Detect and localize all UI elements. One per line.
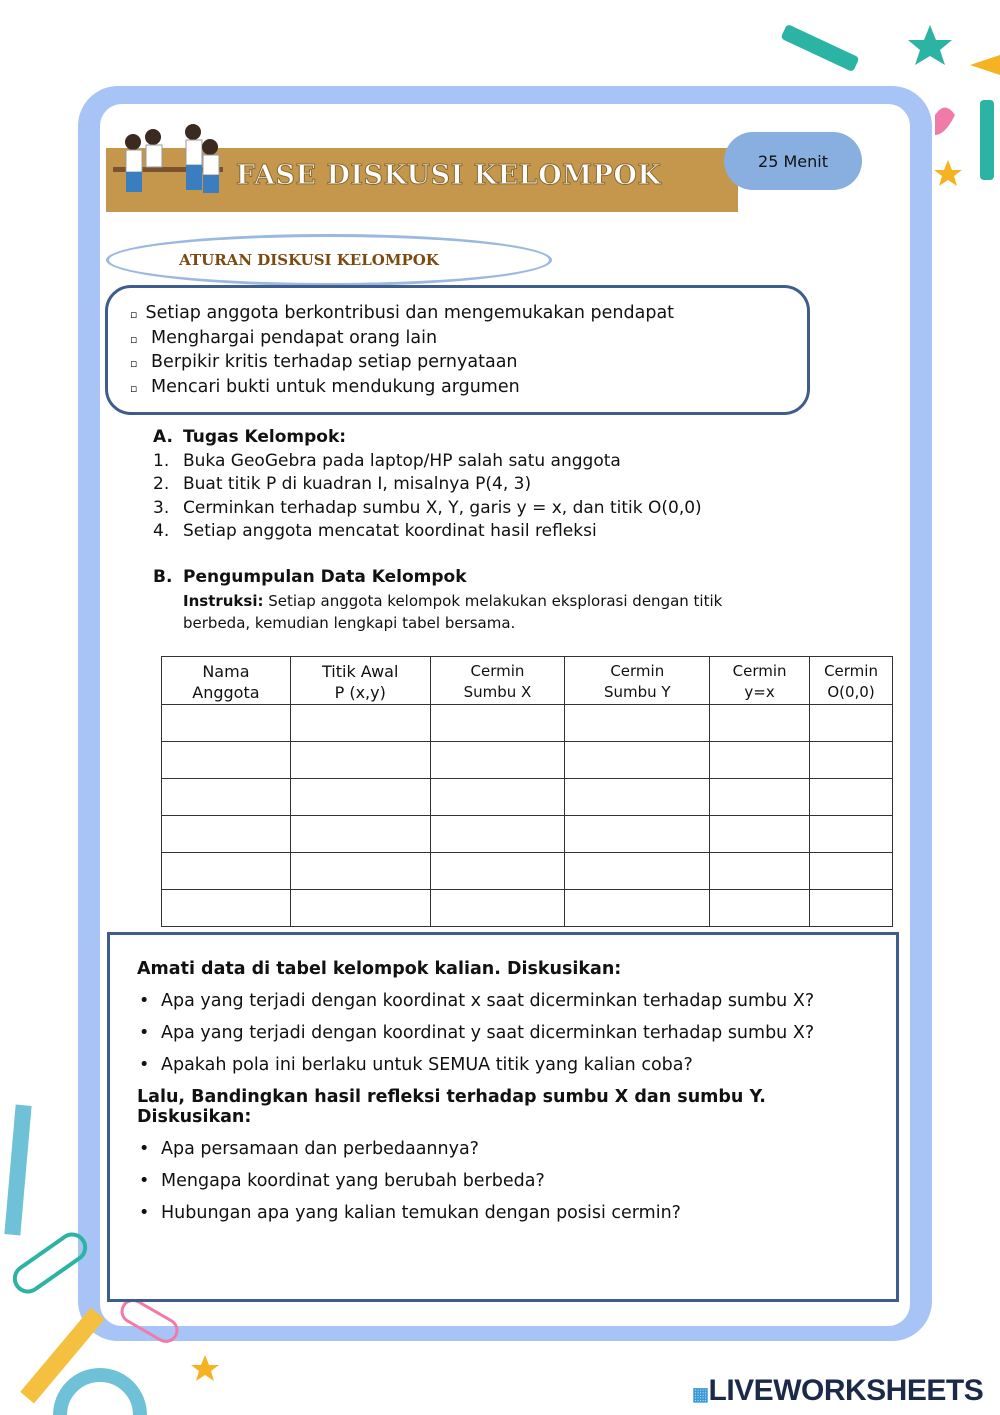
liveworksheets-logo: ▦LIVEWORKSHEETS xyxy=(692,1374,984,1407)
column-header: Cermin Sumbu X xyxy=(430,657,565,705)
table-cell-input[interactable] xyxy=(810,853,893,890)
table-row xyxy=(162,742,893,779)
section-marker: B. xyxy=(153,567,173,587)
table-cell-input[interactable] xyxy=(810,890,893,927)
students-illustration-icon xyxy=(108,122,228,212)
table-cell-input[interactable] xyxy=(290,890,430,927)
column-header: Cermin Sumbu Y xyxy=(565,657,710,705)
rule-item: ▫ Mencari bukti untuk mendukung argumen xyxy=(130,376,520,397)
discussion-question: • Apakah pola ini berlaku untuk SEMUA titik yang kalian coba? xyxy=(137,1055,869,1075)
table-cell-input[interactable] xyxy=(565,779,710,816)
table-row xyxy=(162,816,893,853)
task-item: 4. Setiap anggota mencatat koordinat hasil refleksi xyxy=(153,521,597,541)
table-cell-input[interactable] xyxy=(290,779,430,816)
section-data-collection xyxy=(153,566,793,634)
square-bullet-icon: ▫ xyxy=(130,357,138,370)
table-cell-input[interactable] xyxy=(430,705,565,742)
table-cell-input[interactable] xyxy=(162,742,291,779)
section-title: Tugas Kelompok: xyxy=(183,427,347,447)
discussion-question: • Apa yang terjadi dengan koordinat y saat dicerminkan terhadap sumbu X? xyxy=(137,1023,869,1043)
column-header: Nama Anggota xyxy=(162,657,291,705)
discussion-question: • Apa yang terjadi dengan koordinat x saat dicerminkan terhadap sumbu X? xyxy=(137,991,869,1011)
table-row xyxy=(162,853,893,890)
rule-item: ▫ Setiap anggota berkontribusi dan mengemukakan pendapat xyxy=(130,303,675,323)
table-cell-input[interactable] xyxy=(162,705,291,742)
table-cell-input[interactable] xyxy=(430,853,565,890)
task-item: 2. Buat titik P di kuadran I, misalnya P(4, 3) xyxy=(153,474,532,494)
table-cell-input[interactable] xyxy=(810,779,893,816)
table-cell-input[interactable] xyxy=(162,816,291,853)
stationery-decoration-icon xyxy=(770,10,1000,230)
table-cell-input[interactable] xyxy=(810,816,893,853)
table-cell-input[interactable] xyxy=(710,853,810,890)
table-cell-input[interactable] xyxy=(710,816,810,853)
column-header: Cermin O(0,0) xyxy=(810,657,893,705)
table-row xyxy=(162,779,893,816)
table-cell-input[interactable] xyxy=(710,890,810,927)
table-cell-input[interactable] xyxy=(290,816,430,853)
section-marker: A. xyxy=(153,427,173,447)
rules-box xyxy=(105,285,810,415)
column-header: Cermin y=x xyxy=(710,657,810,705)
square-bullet-icon: ▫ xyxy=(130,308,138,321)
section-group-task xyxy=(153,426,702,544)
table-cell-input[interactable] xyxy=(565,742,710,779)
task-item: 1. Buka GeoGebra pada laptop/HP salah satu anggota xyxy=(153,450,621,471)
table-cell-input[interactable] xyxy=(565,890,710,927)
table-cell-input[interactable] xyxy=(710,742,810,779)
table-cell-input[interactable] xyxy=(710,705,810,742)
rule-item: ▫ Berpikir kritis terhadap setiap pernyataan xyxy=(130,352,518,372)
rules-title: ATURAN DISKUSI KELOMPOK xyxy=(106,234,552,286)
table-cell-input[interactable] xyxy=(430,816,565,853)
table-cell-input[interactable] xyxy=(810,742,893,779)
discussion-box xyxy=(107,932,899,1302)
table-cell-input[interactable] xyxy=(565,816,710,853)
table-cell-input[interactable] xyxy=(162,779,291,816)
duration-badge: 25 Menit xyxy=(724,132,862,190)
table-cell-input[interactable] xyxy=(162,890,291,927)
table-cell-input[interactable] xyxy=(810,705,893,742)
discussion-question: • Mengapa koordinat yang berubah berbeda? xyxy=(137,1171,869,1191)
table-cell-input[interactable] xyxy=(290,853,430,890)
square-bullet-icon: ▫ xyxy=(130,381,138,395)
table-cell-input[interactable] xyxy=(430,742,565,779)
page-title: FASE DISKUSI KELOMPOK xyxy=(236,160,662,191)
table-cell-input[interactable] xyxy=(430,779,565,816)
table-cell-input[interactable] xyxy=(162,853,291,890)
table-cell-input[interactable] xyxy=(710,779,810,816)
logo-icon: ▦ xyxy=(692,1384,709,1404)
section-title: Pengumpulan Data Kelompok xyxy=(183,567,467,587)
discussion-question: • Hubungan apa yang kalian temukan dengan posisi cermin? xyxy=(137,1203,869,1223)
discussion-heading: Lalu, Bandingkan hasil refleksi terhadap sumbu X dan sumbu Y. Diskusikan: xyxy=(137,1087,766,1127)
instructions: Instruksi: Setiap anggota kelompok melakukan eksplorasi dengan titik berbeda, kemudian lengkapi tabel bersama. xyxy=(183,591,723,632)
table-cell-input[interactable] xyxy=(290,705,430,742)
task-item: 3. Cerminkan terhadap sumbu X, Y, garis y = x, dan titik O(0,0) xyxy=(153,497,702,518)
table-cell-input[interactable] xyxy=(565,705,710,742)
discussion-question: • Apa persamaan dan perbedaannya? xyxy=(137,1139,869,1159)
table-row xyxy=(162,705,893,742)
rule-item: ▫ Menghargai pendapat orang lain xyxy=(130,327,438,348)
discussion-heading: Amati data di tabel kelompok kalian. Diskusikan: xyxy=(137,959,622,979)
table-cell-input[interactable] xyxy=(290,742,430,779)
table-row xyxy=(162,890,893,927)
column-header: Titik Awal P (x,y) xyxy=(290,657,430,705)
table-cell-input[interactable] xyxy=(430,890,565,927)
table-cell-input[interactable] xyxy=(565,853,710,890)
group-data-table xyxy=(161,656,893,927)
square-bullet-icon: ▫ xyxy=(130,332,138,346)
